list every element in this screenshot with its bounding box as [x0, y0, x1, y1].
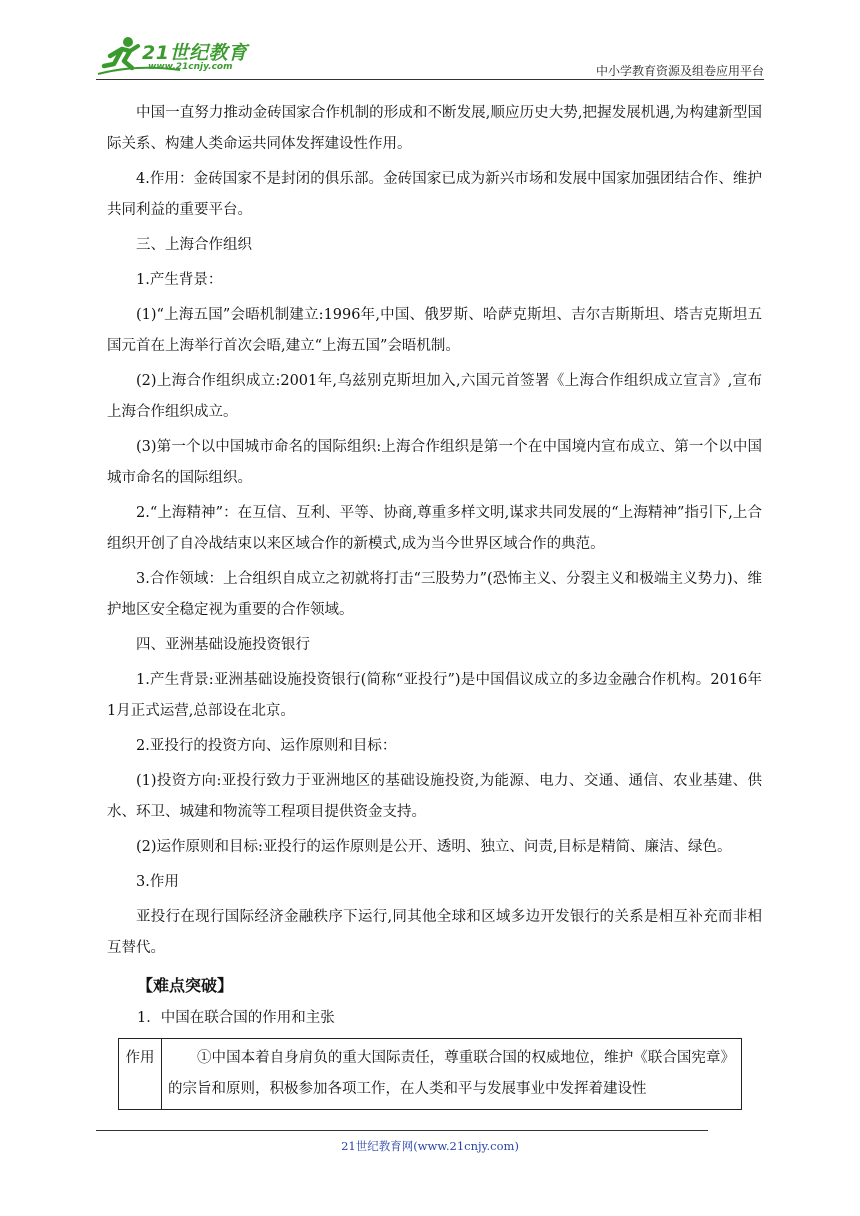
paragraph: (3)第一个以中国城市命名的国际组织:上海合作组织是第一个在中国境内宣布成立、第一个以中国城市命名的国际组织。 — [107, 439, 762, 486]
section-title: 【难点突破】 — [137, 976, 234, 995]
logo-url: www.21cnjy.com — [148, 62, 233, 72]
paragraph: 中国一直努力推动金砖国家合作机制的形成和不断发展,顺应历史大势,把握发展机遇,为构建新型国际关系、构建人类命运共同体发挥建设性作用。 — [107, 105, 762, 152]
paragraph: 3.作用 — [136, 874, 179, 890]
main-content — [107, 98, 762, 1110]
paragraph: 3.合作领域：上合组织自成立之初就将打击“三股势力”(恐怖主义、分裂主义和极端主义势力)、维护地区安全稳定视为重要的合作领域。 — [107, 571, 762, 618]
platform-name: 中小学教育资源及组卷应用平台 — [595, 64, 764, 78]
footer-link[interactable]: 21世纪教育网(www.21cnjy.com) — [341, 1139, 519, 1153]
paragraph: (2)运作原则和目标:亚投行的运作原则是公开、透明、独立、问责,目标是精简、廉洁、绿色。 — [136, 839, 732, 855]
paragraph: 2.亚投行的投资方向、运作原则和目标： — [136, 738, 397, 754]
table-body-cell: ①中国本着自身肩负的重大国际责任，尊重联合国的权威地位，维护《联合国宪章》的宗旨和原则，积极参加各项工作，在人类和平与发展事业中发挥着建设性 — [162, 1039, 742, 1110]
header-divider — [96, 79, 764, 80]
paragraph: 4.作用：金砖国家不是封闭的俱乐部。金砖国家已成为新兴市场和发展中国家加强团结合作、维护共同利益的重要平台。 — [107, 171, 762, 218]
paragraph: 亚投行在现行国际经济金融秩序下运行,同其他全球和区域多边开发银行的关系是相互补充而非相互替代。 — [107, 909, 762, 956]
paragraph: 1.产生背景： — [136, 272, 223, 288]
site-logo — [96, 34, 266, 78]
footer-divider — [96, 1130, 708, 1131]
paragraph: (1)投资方向:亚投行致力于亚洲地区的基础设施投资,为能源、电力、交通、通信、农业基建、供水、环卫、城建和物流等工程项目提供资金支持。 — [107, 773, 762, 820]
paragraph: (1)“上海五国”会晤机制建立:1996年,中国、俄罗斯、哈萨克斯坦、吉尔吉斯斯坦、塔吉克斯坦五国元首在上海举行首次会晤,建立“上海五国”会晤机制。 — [107, 307, 762, 354]
page-header — [96, 34, 764, 80]
logo-text: 21世纪教育 — [142, 42, 248, 64]
paragraph: 1.产生背景:亚洲基础设施投资银行(简称“亚投行”)是中国倡议成立的多边金融合作机构。2016年1月正式运营,总部设在北京。 — [107, 672, 762, 719]
table-label-cell: 作用 — [119, 1039, 162, 1110]
paragraph: (2)上海合作组织成立:2001年,乌兹别克斯坦加入,六国元首签署《上海合作组织成立宣言》,宣布上海合作组织成立。 — [107, 373, 762, 420]
un-role-table — [118, 1038, 742, 1110]
table-row — [119, 1039, 742, 1110]
paragraph: 2.“上海精神”：在互信、互利、平等、协商,尊重多样文明,谋求共同发展的“上海精神”指引下,上合组织开创了自冷战结束以来区域合作的新模式,成为当今世界区域合作的典范。 — [107, 505, 762, 552]
subsection-title: 1．中国在联合国的作用和主张 — [137, 1010, 335, 1026]
heading-aiib: 四、亚洲基础设施投资银行 — [136, 637, 310, 653]
heading-sco: 三、上海合作组织 — [136, 237, 252, 253]
